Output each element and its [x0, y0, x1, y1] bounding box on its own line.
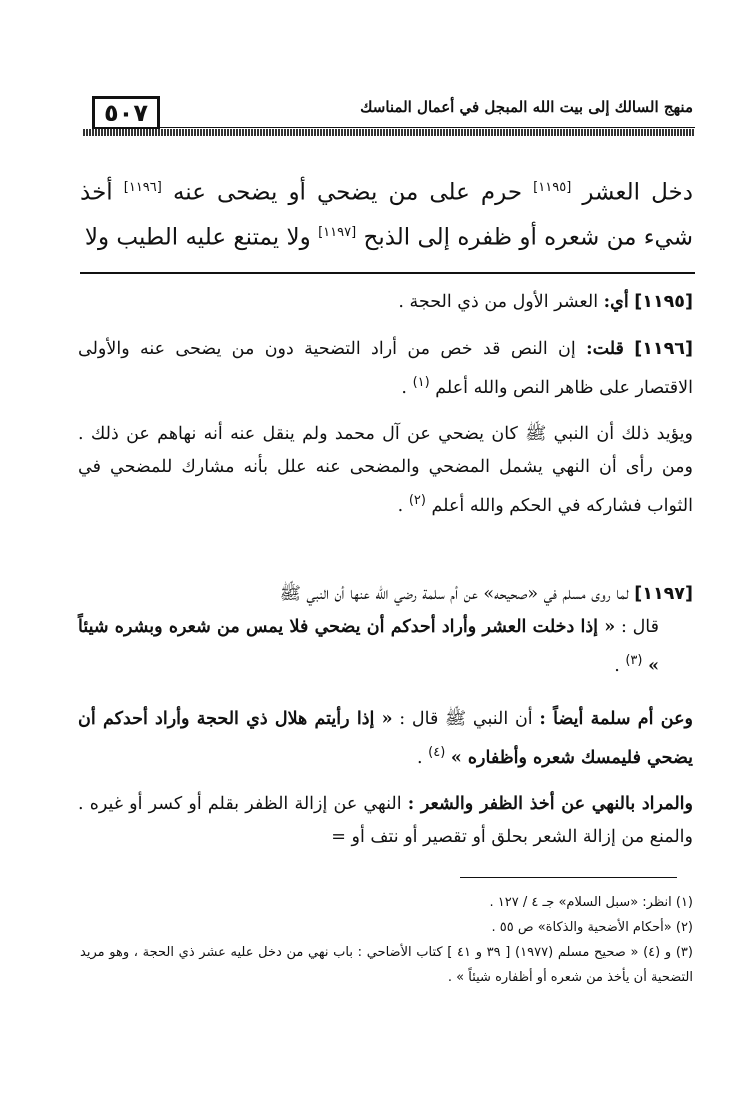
commentary-lead: وعن أم سلمة أيضاً : [539, 709, 693, 729]
main-text [80, 168, 693, 257]
running-title: منهج السالك إلى بيت الله المبجل في أعمال المناسك [360, 98, 693, 116]
footnote-ref-4: (٤) [428, 745, 446, 760]
ref-1197: [١١٩٧] [318, 224, 357, 240]
commentary-1195 [78, 286, 693, 319]
commentary-lead: والمراد بالنهي عن أخذ الظفر والشعر : [407, 794, 693, 814]
footnote-ref-1: (١) [412, 375, 430, 390]
commentary-lead: قلت: [586, 339, 624, 359]
main-text-divider [80, 272, 695, 274]
main-text-segment: ولا يمتنع عليه الطيب ولا [84, 224, 311, 251]
footnote-ref-2: (٢) [408, 493, 426, 508]
main-text-segment: دخل العشر [582, 179, 693, 206]
commentary-1197 [78, 578, 693, 683]
commentary-lead: أي: [603, 292, 629, 312]
commentary-end: . [614, 655, 620, 676]
commentary-text: إن النص قد خص من أراد التضحية دون من يضحى عنه والأولى الاقتصار على ظاهر النص والله أعلم [78, 339, 693, 398]
hadith-quote: « إذا دخلت العشر وأراد أحدكم أن يضحي فلا يمس من شعره وبشره شيئاً » [78, 617, 659, 676]
commentary-1196-paragraph-2 [78, 418, 693, 523]
commentary-number: [١١٩٥] [634, 292, 693, 312]
hadith-quote: « إذا رأيتم هلال ذي الحجة وأراد أحدكم أن يضحي فليمسك شعره وأظفاره » [78, 709, 693, 768]
commentary-text: أن النبي ﷺ قال : [399, 709, 533, 729]
main-text-segment: حرم على من يضحي أو يضحى عنه [172, 179, 523, 206]
commentary-end: . [397, 495, 404, 516]
ref-1195: [١١٩٥] [533, 180, 572, 195]
page-number: ٥٠٧ [92, 96, 160, 130]
header-rule-line [160, 127, 695, 128]
hadith-quote-block [78, 611, 693, 683]
commentary-end: . [401, 377, 407, 398]
commentary-number: [١١٩٧] [634, 584, 693, 604]
commentary-1196 [78, 333, 693, 405]
ref-1196: [١١٩٦] [123, 180, 162, 195]
footnotes [80, 890, 693, 990]
footnote-ref-3: (٣) [625, 653, 643, 668]
commentary-1197-paragraph-2 [78, 703, 693, 775]
commentary-text: لما روى مسلم في «صحيحه» عن أم سلمة رضي الله عنها أن النبي ﷺ [279, 584, 629, 604]
footnote-2: (٢) «أحكام الأضحية والذكاة» ص ٥٥ . [491, 920, 693, 935]
commentary-text: العشر الأول من ذي الحجة . [398, 292, 599, 312]
qal-label: قال : [620, 617, 659, 637]
commentary-end: . [416, 747, 423, 768]
footnote-1: (١) انظر: «سبل السلام» جـ ٤ / ١٢٧ . [489, 895, 693, 910]
commentary-1197-paragraph-3 [78, 788, 693, 854]
commentary-text: ويؤيد ذلك أن النبي ﷺ كان يضحي عن آل محمد ولم ينقل عنه أنه نهاهم عن ذلك . ومن رأى أن النهي يشمل المضحي والمضحى عنه علل بأنه مشارك للمضحي في الثواب فشاركه في الحكم والله أعلم [78, 424, 693, 516]
main-text-segment: أخذ شيء من شعره أو ظفره إلى الذبح [80, 179, 693, 251]
header-rule-pattern [83, 129, 695, 136]
commentary-number: [١١٩٦] [634, 339, 693, 359]
footnote-divider [460, 877, 677, 878]
commentary-text: النهي عن إزالة الظفر بقلم أو كسر أو غيره . والمنع من إزالة الشعر بحلق أو تقصير أو نتف أو = [78, 794, 693, 847]
footnote-3-4: (٣) و (٤) « صحيح مسلم (١٩٧٧) [ ٣٩ و ٤١ ] كتاب الأضاحي : باب نهي من دخل عليه عشر ذي الحجة ، وهو مريد التضحية أن يأخذ من شعره أو أظفاره شيئاً » . [80, 945, 693, 985]
